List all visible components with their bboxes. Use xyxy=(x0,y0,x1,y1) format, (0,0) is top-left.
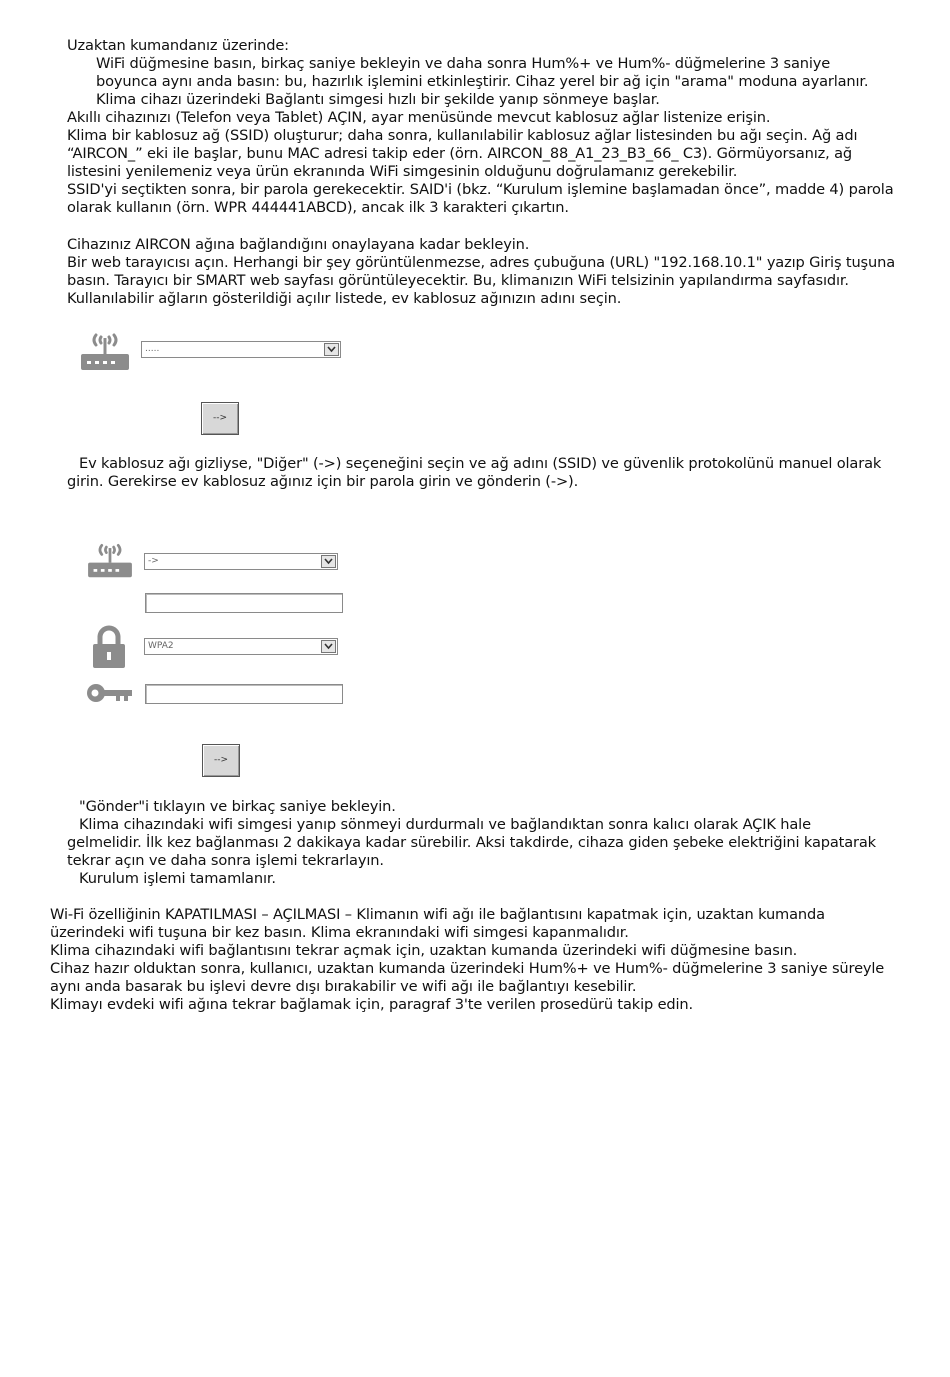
security-select-value: WPA2 xyxy=(148,641,174,651)
paragraph-line: Klima cihazı üzerindeki Bağlantı simgesi hızlı bir şekilde yanıp sönmeye başlar. xyxy=(96,91,660,108)
chevron-down-icon[interactable] xyxy=(324,343,339,356)
paragraph-line: Kurulum işlemi tamamlanır. xyxy=(79,870,276,887)
paragraph-line: listesini yenilemeniz veya ürün ekranında WiFi simgesinin olduğunu doğrulamanız gerekebilir. xyxy=(67,163,738,180)
paragraph-line: Uzaktan kumandanız üzerinde: xyxy=(67,37,289,54)
network-select[interactable] xyxy=(141,341,341,358)
paragraph-line: Klima cihazındaki wifi simgesi yanıp sönmeyi durdurmalı ve bağlandıktan sonra kalıcı olarak AÇIK hale xyxy=(79,816,811,833)
paragraph-line: Ev kablosuz ağı gizliyse, "Diğer" (->) seçeneğini seçin ve ağ adını (SSID) ve güvenlik protokolünü manuel olarak xyxy=(79,455,882,472)
paragraph-line: üzerindeki wifi tuşuna bir kez basın. Klima ekranındaki wifi simgesi kapanmalıdır. xyxy=(50,924,629,941)
paragraph-line: Wi-Fi özelliğinin KAPATILMASI – AÇILMASI – Klimanın wifi ağı ile bağlantısını kapatmak için, uzaktan kumanda xyxy=(50,906,825,923)
paragraph-line: Klimayı evdeki wifi ağına tekrar bağlamak için, paragraf 3'te verilen prosedürü takip edin. xyxy=(50,996,694,1013)
paragraph-line: tekrar açın ve daha sonra işlemi tekrarlayın. xyxy=(67,852,384,869)
paragraph-line: gelmelidir. İlk kez bağlanması 2 dakikaya kadar sürebilir. Aksi takdirde, cihaza giden şebeke elektriğini kapatarak xyxy=(67,834,876,851)
paragraph-line: boyunca aynı anda basın: bu, hazırlık işlemini etkinleştirir. Cihaz yerel bir ağ için "arama" moduna ayarlanır. xyxy=(96,73,869,90)
paragraph-line: SSID'yi seçtikten sonra, bir parola gerekecektir. SAID'i (bkz. “Kurulum işlemine başlamadan önce”, madde 4) parola xyxy=(67,181,894,198)
paragraph-line: Cihaz hazır olduktan sonra, kullanıcı, uzaktan kumanda üzerindeki Hum%+ ve Hum%- düğmelerine 3 saniye süreyle xyxy=(50,960,885,977)
paragraph-line: girin. Gerekirse ev kablosuz ağınız için bir parola girin ve gönderin (->). xyxy=(67,473,579,490)
wifi-router-icon xyxy=(86,538,134,580)
paragraph-line: olarak kullanın (örn. WPR 444441ABCD), ancak ilk 3 karakteri çıkartın. xyxy=(67,199,569,216)
security-protocol-select[interactable] xyxy=(144,638,338,655)
paragraph-line: aynı anda basarak bu işlevi devre dışı bırakabilir ve wifi ağı ile bağlantıyı kesebilir. xyxy=(50,978,637,995)
paragraph-line: basın. Tarayıcı bir SMART web sayfası görüntüleyecektir. Bu, klimanızın WiFi telsizinin yapılandırma sayfasıdır. xyxy=(67,272,849,289)
submit-button[interactable]: --> xyxy=(201,402,239,435)
network-select-value: -> xyxy=(148,556,159,566)
paragraph-line: “AIRCON_” eki ile başlar, bunu MAC adresi takip eder (örn. AIRCON_88_A1_23_B3_66_ C3). Görmüyorsanız, ağ xyxy=(67,145,853,162)
wifi-router-icon xyxy=(79,327,131,373)
paragraph-line: Klima bir kablosuz ağ (SSID) oluşturur; daha sonra, kullanılabilir kablosuz ağlar listesinden bu ağı seçin. Ağ adı xyxy=(67,127,858,144)
paragraph-line: Cihazınız AIRCON ağına bağlandığını onaylayana kadar bekleyin. xyxy=(67,236,530,253)
chevron-down-icon[interactable] xyxy=(321,640,336,653)
network-select[interactable] xyxy=(144,553,338,570)
lock-icon xyxy=(92,625,126,669)
paragraph-line: "Gönder"i tıklayın ve birkaç saniye bekleyin. xyxy=(79,798,396,815)
paragraph-line: Bir web tarayıcısı açın. Herhangi bir şey görüntülenmezse, adres çubuğuna (URL) "192.168.10.1" yazıp Giriş tuşuna xyxy=(67,254,895,271)
submit-button[interactable]: --> xyxy=(202,744,240,777)
password-input[interactable] xyxy=(145,684,343,704)
ssid-input[interactable] xyxy=(145,593,343,613)
chevron-down-icon[interactable] xyxy=(321,555,336,568)
network-select-value: ..... xyxy=(145,344,160,354)
paragraph-line: Kullanılabilir ağların gösterildiği açılır listede, ev kablosuz ağınızın adını seçin. xyxy=(67,290,622,307)
paragraph-line: WiFi düğmesine basın, birkaç saniye bekleyin ve daha sonra Hum%+ ve Hum%- düğmelerine 3 saniye xyxy=(96,55,831,72)
paragraph-line: Klima cihazındaki wifi bağlantısını tekrar açmak için, uzaktan kumanda üzerindeki wifi düğmesine basın. xyxy=(50,942,798,959)
key-icon xyxy=(86,682,134,704)
paragraph-line: Akıllı cihazınızı (Telefon veya Tablet) AÇIN, ayar menüsünde mevcut kablosuz ağlar listenize erişin. xyxy=(67,109,771,126)
